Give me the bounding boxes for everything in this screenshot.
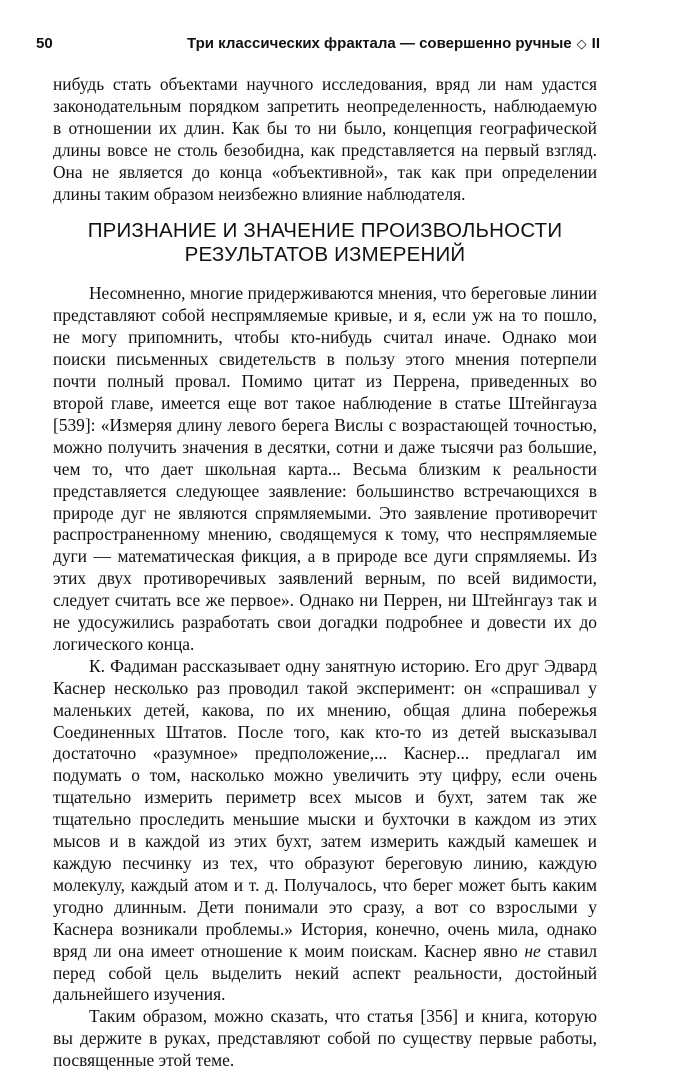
- paragraph-1: Несомненно, многие придерживаются мнения, что береговые линии представляют собой неспрямляемые кривые, и я, если уж на то пошло, не могу припомнить, чтобы кто-нибудь считал иначе. Однако мои поиски письменных свидетельств в пользу этого мнения потерпели почти полный провал. Помимо цитат из Перрена, приведенных во второй главе, имеется еще вот такое наблюдение в статье Штейнгауза [539]: «Измеряя длину левого берега Вислы с возрастающей точностью, можно получить значения в десятки, сотни и даже тысячи раз большие, чем то, что дает школьная карта... Весьма близким к реальности представляется следующее заявление: большинство встречающихся в природе дуг не являются спрямляемыми. Это заявление противоречит распространенному мнению, сводящемуся к тому, что неспрямляемые дуги — математическая фикция, а в природе все дуги спрямляемы. Из этих двух противоречивых заявлений верным, по всей видимости, следует считать все же первое». Однако ни Перрен, ни Штейнгауз так и не удосужились разработать свои догадки подробнее и довести их до логического конца.: [53, 283, 597, 654]
- paragraph-2-text-b: ставил перед собой цель выделить некий аспект реальности, достойный дальнейшего изучения.: [53, 940, 597, 1005]
- body-text: [53, 74, 597, 1072]
- chapter-number: II: [591, 35, 600, 52]
- paragraph-2-emphasis: не: [524, 940, 541, 961]
- running-title: Три классических фрактала — совершенно ручные: [187, 35, 572, 52]
- running-head: [187, 35, 600, 52]
- paragraph-2-text-a: К. Фадиман рассказывает одну занятную историю. Его друг Эдвард Каснер несколько раз проводил такой эксперимент: он «спрашивал у маленьких детей, какова, по их мнению, общая длина побережья Соединенных Штатов. После того, как кто-то из детей высказывал достаточно «разумное» предположение,... Каснер... предлагал им подумать о том, насколько можно увеличить эту цифру, если очень тщательно измерить периметр всех мысов и бухт, затем так же тщательно проследить меньшие мыски и бухточки в каждом из этих мысов и в каждой из этих бухт, затем измерить каждый камешек и каждую песчинку из тех, что образуют береговую линию, каждую молекулу, каждый атом и т. д. Получалось, что берег может быть каким угодно длинным. Дети понимали это сразу, а вот со взрослыми у Каснера возникали проблемы.» История, конечно, очень мила, однако вряд ли она имеет отношение к моим поискам. Каснер явно: [53, 655, 597, 961]
- page-header: [36, 35, 600, 55]
- section-title-line-2: РЕЗУЛЬТАТОВ ИЗМЕРЕНИЙ: [184, 243, 466, 267]
- paragraph-2: [53, 656, 597, 1007]
- intro-paragraph: нибудь стать объектами научного исследования, вряд ли нам удастся законодательным порядком запретить неопределенность, наблюдаемую в отношении их длин. Как бы то ни было, концепция географической длины вовсе не столь безобидна, как представляется на первый взгляд. Она не является до конца «объективной», так как при определении длины таким образом неизбежно влияние наблюдателя.: [53, 74, 597, 204]
- section-title-line-1: ПРИЗНАНИЕ И ЗНАЧЕНИЕ ПРОИЗВОЛЬНОСТИ: [87, 219, 563, 243]
- diamond-icon: ◇: [576, 36, 587, 51]
- section-title: [53, 219, 597, 267]
- paragraph-3: Таким образом, можно сказать, что статья [356] и книга, которую вы держите в руках, представляют собой по существу первые работы, посвященные этой теме.: [53, 1006, 597, 1071]
- page-number: 50: [36, 35, 53, 52]
